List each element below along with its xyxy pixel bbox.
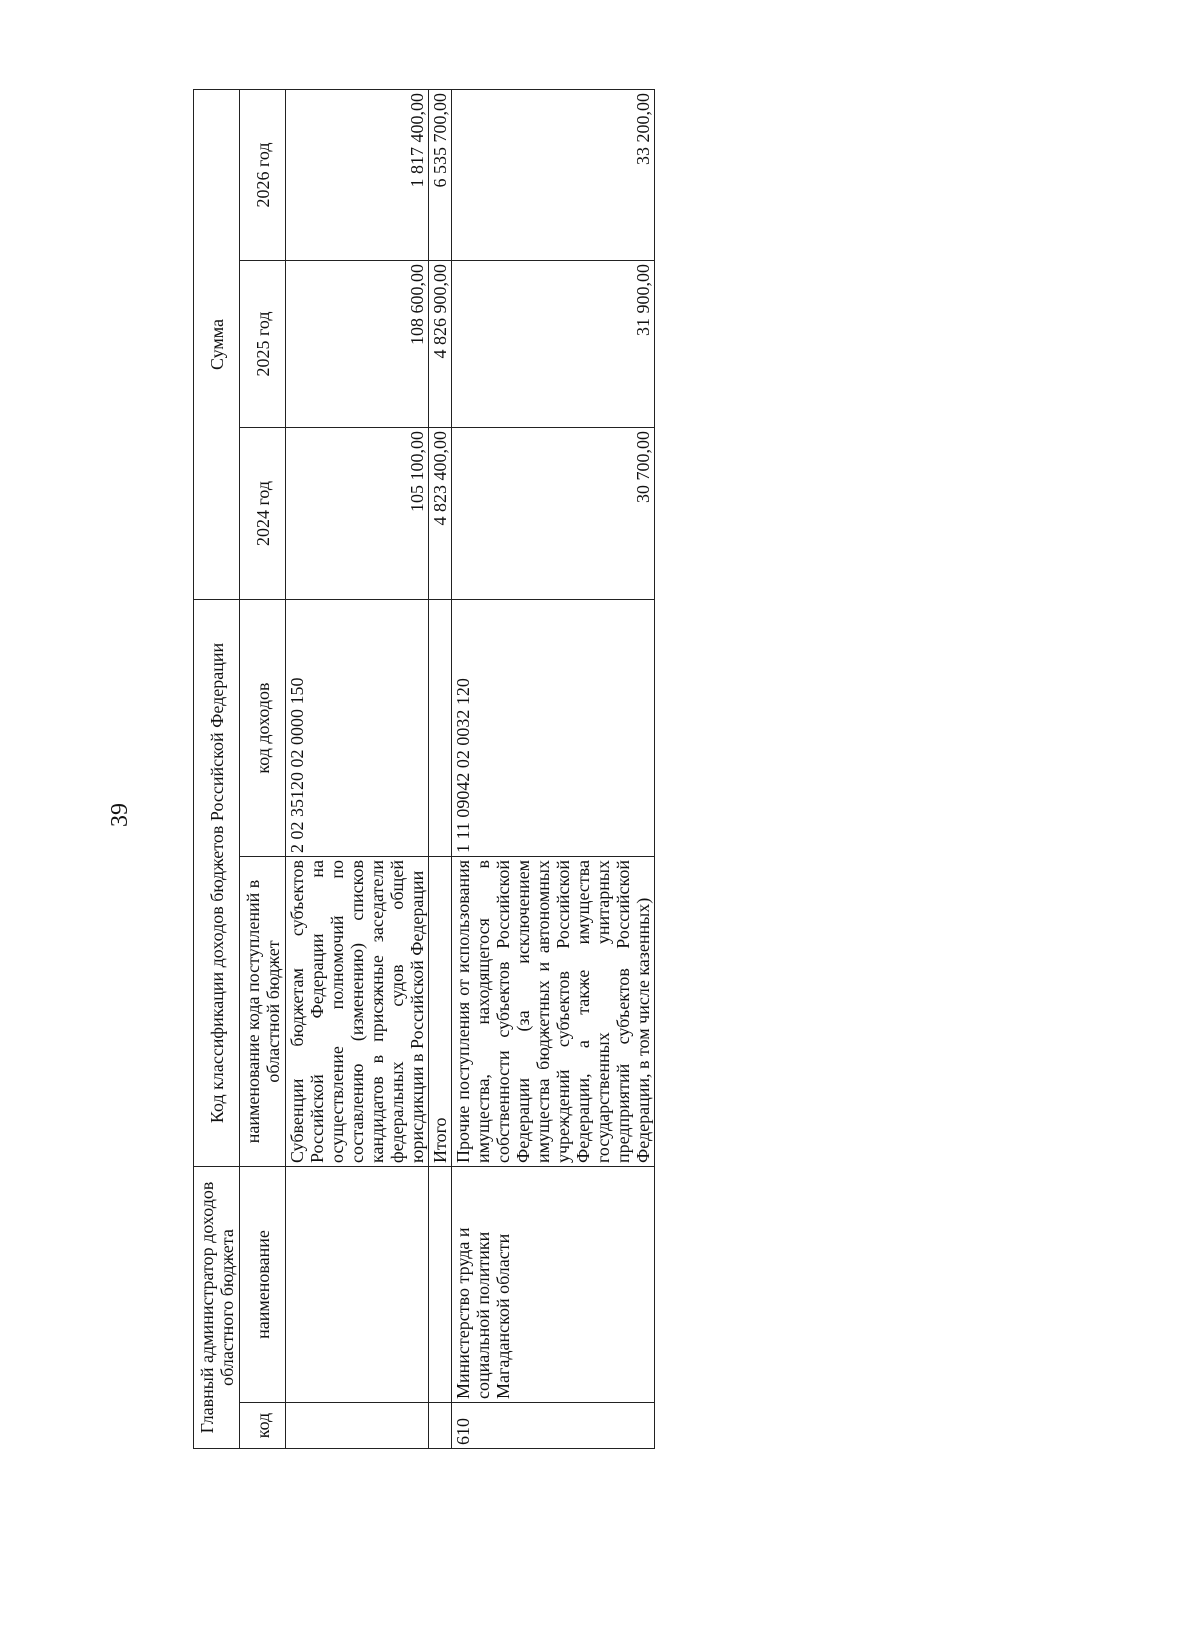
rotated-table-container (193, 90, 833, 1449)
page-number: 39 (107, 803, 133, 827)
header-year-2024: 2024 год (240, 428, 286, 600)
row-admin-code: 610 (452, 1403, 655, 1449)
row-admin-name (286, 1167, 429, 1403)
table-rotation-wrapper (193, 90, 833, 1449)
total-value-2024: 4 823 400,00 (429, 428, 452, 600)
row-admin-code (286, 1403, 429, 1449)
row-value-2025: 31 900,00 (452, 261, 655, 428)
header-admin-group: Главный администратор доходов областного бюджета (194, 1167, 240, 1449)
total-value-2025: 4 826 900,00 (429, 261, 452, 428)
budget-income-table (193, 89, 655, 1449)
header-year-2026: 2026 год (240, 89, 286, 260)
total-admin-code (429, 1403, 452, 1449)
row-income-name: Субвенции бюджетам субъектов Российской Федерации на осуществление полномочий по составлению (изменению) списков кандидатов в присяжные заседатели федеральных судов общей юрисдикции в Российской Федерации (286, 857, 429, 1167)
row-value-2024: 30 700,00 (452, 428, 655, 600)
header-classification-group: Код классификации доходов бюджетов Российской Федерации (194, 600, 240, 1167)
row-income-name: Прочие поступления от использования имущества, находящегося в собственности субъектов Российской Федерации (за исключением имущества бюджетных и автономных учреждений субъектов Российской Федерации, а также имущества государственных унитарных предприятий субъектов Российской Федерации, в том числе казенных) (452, 857, 655, 1167)
header-row-groups (194, 89, 240, 1448)
total-income-code (429, 600, 452, 857)
header-admin-code: код (240, 1403, 286, 1449)
header-sum-group: Сумма (194, 89, 240, 599)
header-year-2025: 2025 год (240, 261, 286, 428)
total-value-2026: 6 535 700,00 (429, 89, 452, 260)
row-income-code: 1 11 09042 02 0032 120 (452, 600, 655, 857)
header-admin-name: наименование (240, 1167, 286, 1403)
row-admin-name: Министерство труда и социальной политики Магаданской области (452, 1167, 655, 1403)
header-row-columns (240, 89, 286, 1448)
row-value-2026: 33 200,00 (452, 89, 655, 260)
table-row (286, 89, 429, 1448)
row-value-2026: 1 817 400,00 (286, 89, 429, 260)
total-row (429, 89, 452, 1448)
row-income-code: 2 02 35120 02 0000 150 (286, 600, 429, 857)
header-income-name: наименование кода поступлений в областной бюджет (240, 857, 286, 1167)
row-value-2024: 105 100,00 (286, 428, 429, 600)
header-income-code: код доходов (240, 600, 286, 857)
table-row (452, 89, 655, 1448)
total-label: Итого (429, 857, 452, 1167)
total-admin-name (429, 1167, 452, 1403)
row-value-2025: 108 600,00 (286, 261, 429, 428)
